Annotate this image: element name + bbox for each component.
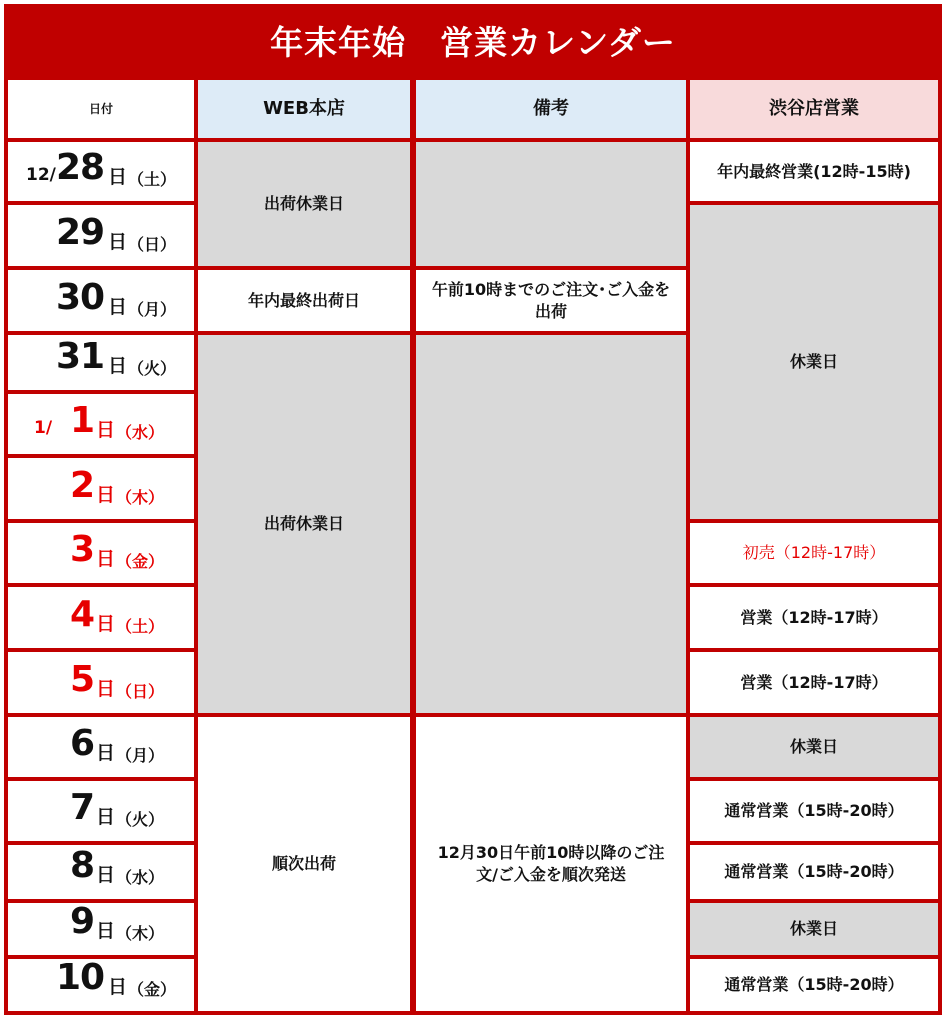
web-sequential-ship: 順次出荷 bbox=[198, 717, 410, 1011]
date-day-unit: 日 bbox=[96, 864, 116, 887]
date-row bbox=[8, 523, 194, 583]
date-weekday: （日） bbox=[128, 235, 177, 255]
date-weekday: （火） bbox=[116, 810, 165, 830]
date-weekday: （月） bbox=[116, 746, 165, 766]
note-empty-1 bbox=[416, 142, 686, 266]
web-last-ship: 年内最終出荷日 bbox=[198, 270, 410, 331]
date-day-number: 28 bbox=[56, 147, 105, 189]
calendar-table bbox=[4, 76, 942, 1015]
date-row bbox=[8, 142, 194, 201]
date-day-number: 7 bbox=[70, 787, 95, 829]
date-weekday: （水） bbox=[116, 423, 165, 443]
date-day-number: 3 bbox=[70, 529, 95, 571]
date-month: 1/ bbox=[34, 418, 53, 439]
date-row bbox=[8, 717, 194, 777]
note-jan6: 12月30日午前10時以降のご注文/ご入金を順次発送 bbox=[416, 717, 686, 1011]
date-day-number: 8 bbox=[70, 845, 95, 887]
date-day-unit: 日 bbox=[96, 613, 116, 636]
web-closed-block-2: 出荷休業日 bbox=[198, 335, 410, 713]
header-web: WEB本店 bbox=[198, 80, 410, 138]
date-weekday: （日） bbox=[116, 682, 165, 702]
date-row bbox=[8, 652, 194, 713]
date-day-unit: 日 bbox=[96, 806, 116, 829]
date-day-number: 4 bbox=[70, 594, 95, 636]
date-weekday: （月） bbox=[128, 300, 177, 320]
date-day-number: 10 bbox=[56, 957, 105, 999]
date-row bbox=[8, 845, 194, 899]
date-day-number: 9 bbox=[70, 901, 95, 943]
date-day-unit: 日 bbox=[96, 419, 116, 442]
shibuya-closed-long: 休業日 bbox=[690, 205, 938, 519]
header-shibuya: 渋谷店営業 bbox=[690, 80, 938, 138]
note-dec30: 午前10時までのご注文･ご入金を出荷 bbox=[416, 270, 686, 331]
date-row bbox=[8, 270, 194, 331]
date-row bbox=[8, 959, 194, 1011]
date-day-number: 29 bbox=[56, 212, 105, 254]
date-day-unit: 日 bbox=[96, 678, 116, 701]
date-row bbox=[8, 394, 194, 454]
date-day-unit: 日 bbox=[96, 548, 116, 571]
date-day-unit: 日 bbox=[108, 166, 128, 189]
header-date: 日付 bbox=[8, 80, 194, 138]
date-weekday: （火） bbox=[128, 359, 177, 379]
calendar-title: 年末年始 営業カレンダー bbox=[4, 4, 942, 76]
date-day-unit: 日 bbox=[96, 920, 116, 943]
date-day-unit: 日 bbox=[96, 742, 116, 765]
date-day-unit: 日 bbox=[108, 296, 128, 319]
date-day-unit: 日 bbox=[96, 484, 116, 507]
date-row bbox=[8, 903, 194, 955]
date-weekday: （水） bbox=[116, 868, 165, 888]
date-weekday: （土） bbox=[128, 170, 177, 190]
date-weekday: （土） bbox=[116, 617, 165, 637]
date-row bbox=[8, 335, 194, 390]
date-row bbox=[8, 587, 194, 648]
shibuya-jan10: 通常営業（15時-20時） bbox=[690, 959, 938, 1011]
date-row bbox=[8, 205, 194, 266]
date-month: 12/ bbox=[26, 165, 56, 186]
date-day-number: 6 bbox=[70, 723, 95, 765]
shibuya-jan7: 通常営業（15時-20時） bbox=[690, 781, 938, 841]
shibuya-jan6: 休業日 bbox=[690, 717, 938, 777]
date-weekday: （金） bbox=[128, 980, 177, 1000]
date-day-number: 2 bbox=[70, 465, 95, 507]
shibuya-jan9: 休業日 bbox=[690, 903, 938, 955]
date-weekday: （金） bbox=[116, 552, 165, 572]
date-day-number: 5 bbox=[70, 659, 95, 701]
date-weekday: （木） bbox=[116, 924, 165, 944]
shibuya-jan5: 営業（12時-17時） bbox=[690, 652, 938, 713]
date-day-unit: 日 bbox=[108, 231, 128, 254]
date-weekday: （木） bbox=[116, 488, 165, 508]
shibuya-jan3: 初売（12時-17時） bbox=[690, 523, 938, 583]
date-day-unit: 日 bbox=[108, 355, 128, 378]
date-day-number: 1 bbox=[70, 400, 95, 442]
date-row bbox=[8, 781, 194, 841]
shibuya-dec28: 年内最終営業(12時-15時) bbox=[690, 142, 938, 201]
date-day-number: 31 bbox=[56, 336, 105, 378]
header-note: 備考 bbox=[416, 80, 686, 138]
shibuya-jan4: 営業（12時-17時） bbox=[690, 587, 938, 648]
date-day-unit: 日 bbox=[108, 976, 128, 999]
shibuya-jan8: 通常営業（15時-20時） bbox=[690, 845, 938, 899]
date-row bbox=[8, 458, 194, 519]
date-day-number: 30 bbox=[56, 277, 105, 319]
web-closed-block-1: 出荷休業日 bbox=[198, 142, 410, 266]
note-empty-2 bbox=[416, 335, 686, 713]
